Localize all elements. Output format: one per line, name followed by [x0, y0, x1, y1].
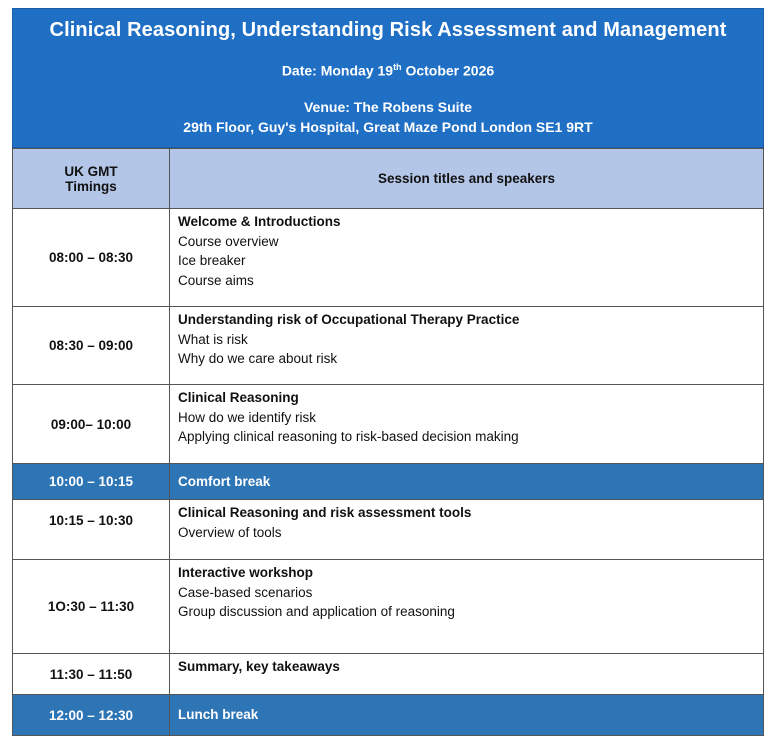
session-title: Lunch break [170, 695, 764, 736]
session-item: Applying clinical reasoning to risk-based decision making [178, 429, 519, 444]
date-prefix: Date: Monday 19 [281, 62, 394, 79]
date-rest: October 2026 [401, 62, 495, 79]
session-title: Interactive workshop [178, 565, 314, 580]
session-time: 10:00 – 10:15 [13, 464, 170, 500]
session-time: 08:30 – 09:00 [13, 307, 170, 385]
session-details [170, 654, 764, 695]
agenda-document [12, 8, 764, 736]
session-item: Course overview [178, 233, 279, 249]
session-details [170, 385, 764, 464]
session-details [170, 209, 764, 307]
session-title: Understanding risk of Occupational Therapy Practice [178, 312, 520, 327]
table-row [13, 385, 764, 464]
agenda-title: Clinical Reasoning, Understanding Risk Assessment and Management [49, 19, 727, 41]
session-time: 09:00– 10:00 [13, 385, 170, 464]
break-row [13, 464, 764, 500]
table-row [13, 500, 764, 560]
header-banner [12, 8, 764, 148]
session-time: 1O:30 – 11:30 [13, 560, 170, 654]
table-row [13, 209, 764, 307]
session-item: What is risk [178, 331, 248, 347]
venue-name: Venue: The Robens Suite [303, 98, 473, 115]
session-item: Why do we care about risk [178, 351, 338, 366]
session-item: How do we identify risk [178, 409, 317, 425]
column-header-time-line1: UK GMT [64, 163, 118, 179]
session-time: 12:00 – 12:30 [13, 695, 170, 736]
session-item: Case-based scenarios [178, 584, 313, 600]
agenda-table [12, 148, 764, 736]
session-title: Clinical Reasoning [178, 390, 299, 405]
table-row [13, 654, 764, 695]
session-details [170, 307, 764, 385]
session-item: Overview of tools [178, 524, 282, 540]
session-details [170, 560, 764, 654]
session-details [170, 500, 764, 560]
session-title: Summary, key takeaways [178, 659, 340, 674]
column-header-time [13, 149, 170, 209]
session-time: 10:15 – 10:30 [13, 500, 170, 560]
column-header-time-line2: Timings [65, 178, 117, 194]
table-header-row [13, 149, 764, 209]
session-item: Ice breaker [178, 253, 246, 268]
session-title: Comfort break [170, 464, 764, 500]
date-suffix: th [393, 62, 402, 72]
session-item: Group discussion and application of reasoning [178, 604, 455, 619]
table-row [13, 560, 764, 654]
venue-address: 29th Floor, Guy's Hospital, Great Maze Pond London SE1 9RT [183, 118, 593, 135]
break-row [13, 695, 764, 736]
column-header-session: Session titles and speakers [170, 149, 764, 209]
session-time: 08:00 – 08:30 [13, 209, 170, 307]
session-time: 11:30 – 11:50 [13, 654, 170, 695]
table-row [13, 307, 764, 385]
event-date [13, 62, 763, 79]
venue-block [13, 97, 763, 137]
session-title: Welcome & Introductions [178, 214, 341, 229]
session-title: Clinical Reasoning and risk assessment tools [178, 505, 472, 520]
session-item: Course aims [178, 272, 254, 288]
